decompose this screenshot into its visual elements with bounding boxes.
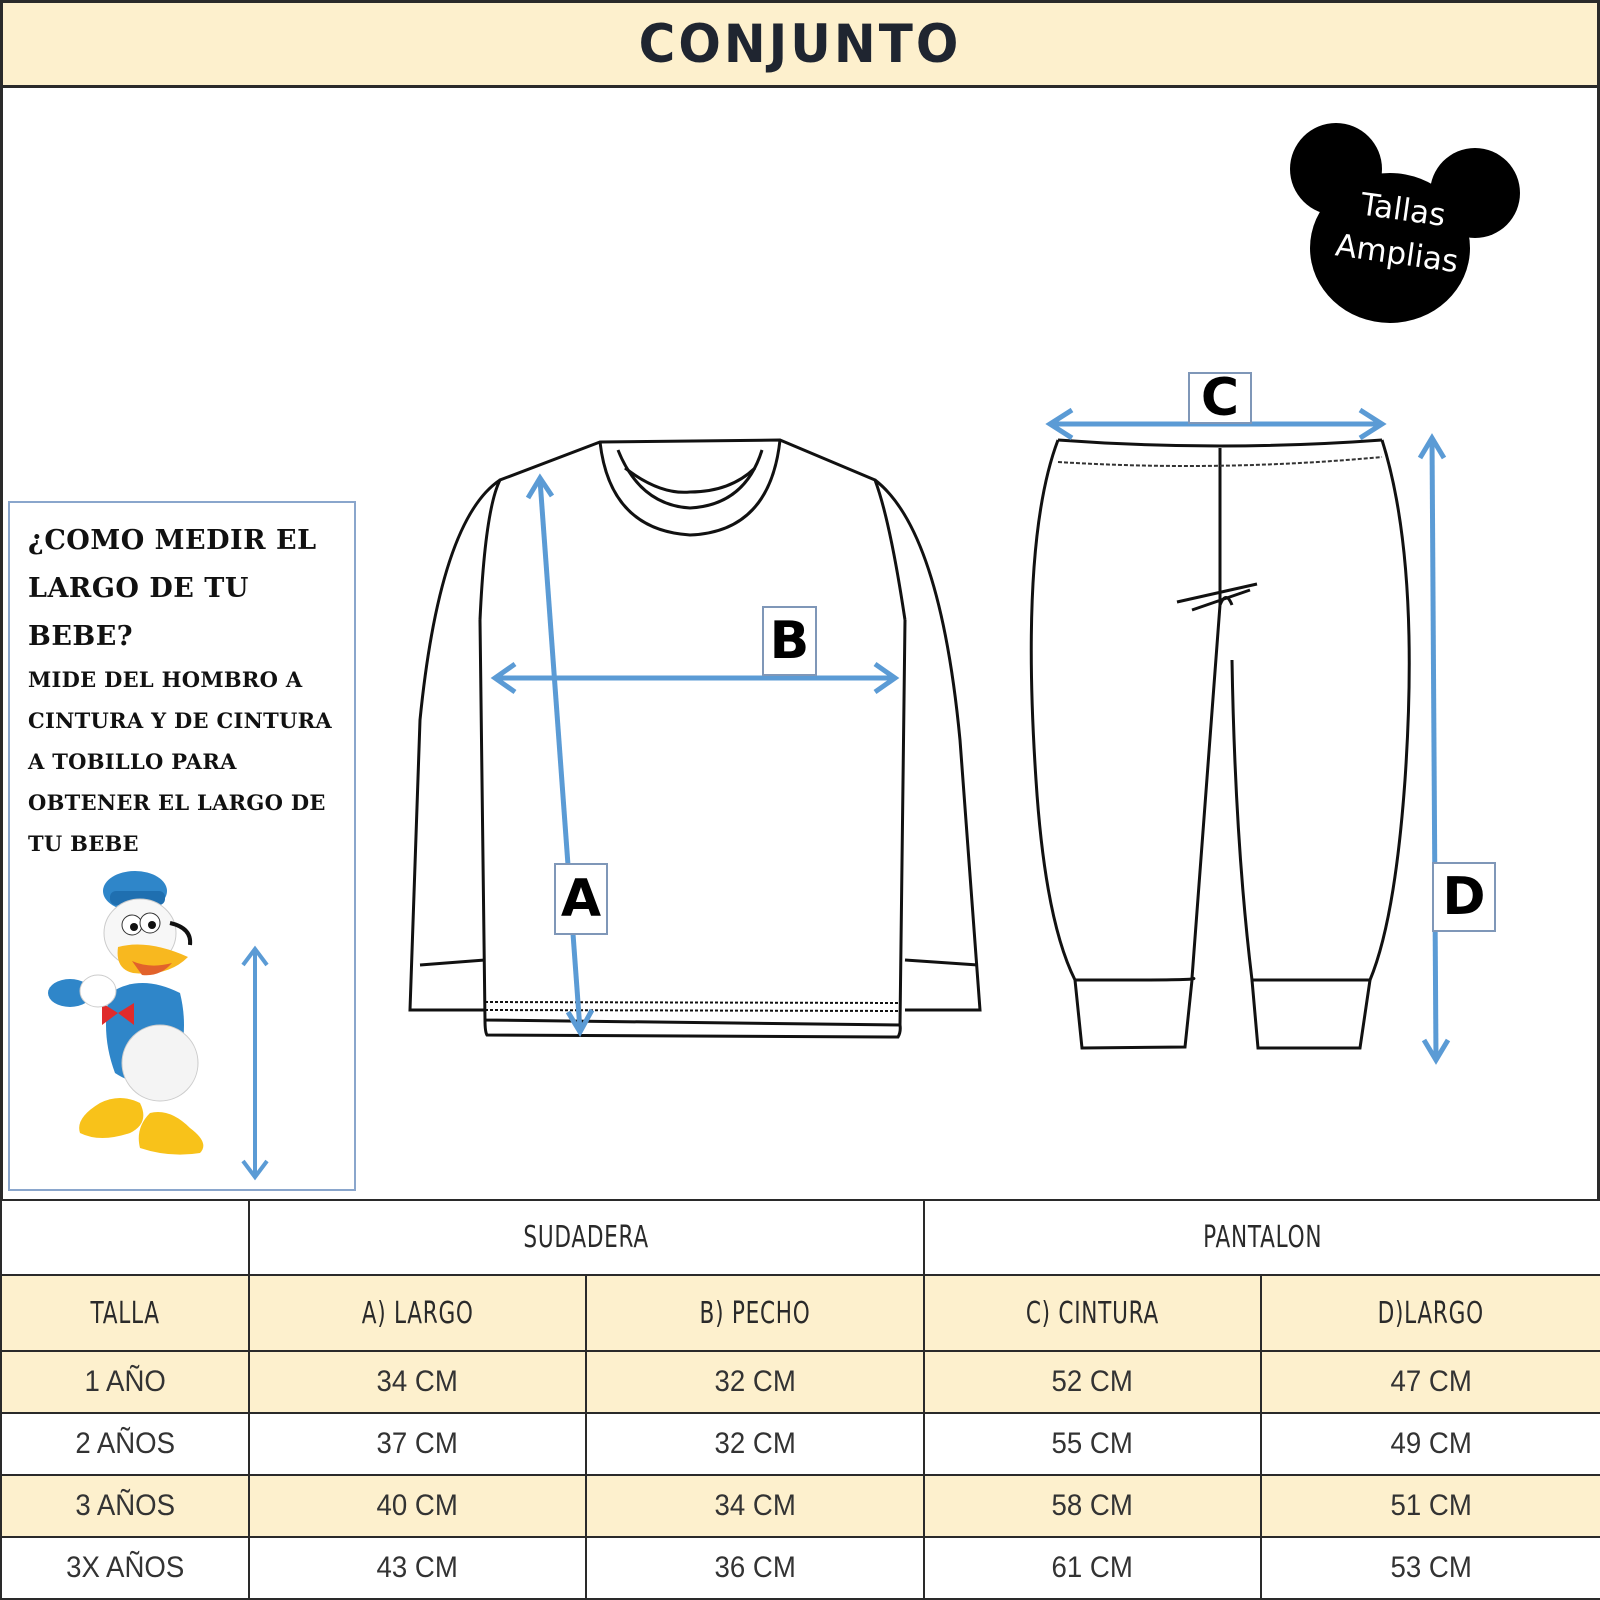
- size-cell: 3 AÑOS: [1, 1475, 249, 1537]
- badge-line-2: Amplias: [1333, 227, 1461, 281]
- label-a: A: [554, 863, 608, 935]
- value-cell: 49 CM: [1261, 1413, 1600, 1475]
- label-b: B: [762, 606, 817, 676]
- measure-guide-box: [8, 501, 356, 1191]
- value-cell: 61 CM: [924, 1537, 1261, 1599]
- size-cell: 1 AÑO: [1, 1351, 249, 1413]
- size-chart-table: [0, 1199, 1600, 1600]
- height-arrow-icon: [235, 943, 275, 1183]
- value-cell: 34 CM: [586, 1475, 924, 1537]
- value-cell: 55 CM: [924, 1413, 1261, 1475]
- header-talla: TALLA: [1, 1275, 249, 1351]
- empty-corner-cell: [1, 1200, 249, 1275]
- table-row: [1, 1413, 1600, 1475]
- table-row: [1, 1351, 1600, 1413]
- header-c-cintura: C) CINTURA: [924, 1275, 1261, 1351]
- value-cell: 37 CM: [249, 1413, 586, 1475]
- value-cell: 34 CM: [249, 1351, 586, 1413]
- label-c: C: [1188, 372, 1252, 424]
- sweater-diagram: [400, 420, 1020, 1060]
- group-pantalon: PANTALON: [924, 1200, 1600, 1275]
- sweater-outline-icon: [400, 420, 1020, 1060]
- column-header-row: [1, 1275, 1600, 1351]
- size-cell: 3X AÑOS: [1, 1537, 249, 1599]
- guide-question: ¿COMO MEDIR EL LARGO DE TU BEBE?: [28, 525, 317, 652]
- value-cell: 52 CM: [924, 1351, 1261, 1413]
- group-sudadera: SUDADERA: [249, 1200, 924, 1275]
- header-d-largo: D)LARGO: [1261, 1275, 1600, 1351]
- value-cell: 40 CM: [249, 1475, 586, 1537]
- page-title: CONJUNTO: [638, 13, 962, 75]
- guide-instructions: MIDE DEL HOMBRO A CINTURA Y DE CINTURA A TOBILLO PARA OBTENER EL LARGO DE TU BEBE: [28, 667, 332, 856]
- size-cell: 2 AÑOS: [1, 1413, 249, 1475]
- pants-outline-icon: [1020, 360, 1500, 1080]
- value-cell: 36 CM: [586, 1537, 924, 1599]
- value-cell: 53 CM: [1261, 1537, 1600, 1599]
- group-header-row: [1, 1200, 1600, 1275]
- header-a-largo: A) LARGO: [249, 1275, 586, 1351]
- value-cell: 47 CM: [1261, 1351, 1600, 1413]
- mickey-badge: [1290, 118, 1530, 328]
- value-cell: 43 CM: [249, 1537, 586, 1599]
- pants-diagram: [1020, 360, 1500, 1080]
- value-cell: 32 CM: [586, 1413, 924, 1475]
- value-cell: 51 CM: [1261, 1475, 1600, 1537]
- value-cell: 58 CM: [924, 1475, 1261, 1537]
- header-b-pecho: B) PECHO: [586, 1275, 924, 1351]
- badge-line-1: Tallas: [1358, 186, 1448, 234]
- table-row: [1, 1537, 1600, 1599]
- title-bar: [0, 0, 1600, 88]
- table-row: [1, 1475, 1600, 1537]
- donald-duck-illustration: [40, 863, 240, 1173]
- value-cell: 32 CM: [586, 1351, 924, 1413]
- label-d: D: [1432, 862, 1496, 932]
